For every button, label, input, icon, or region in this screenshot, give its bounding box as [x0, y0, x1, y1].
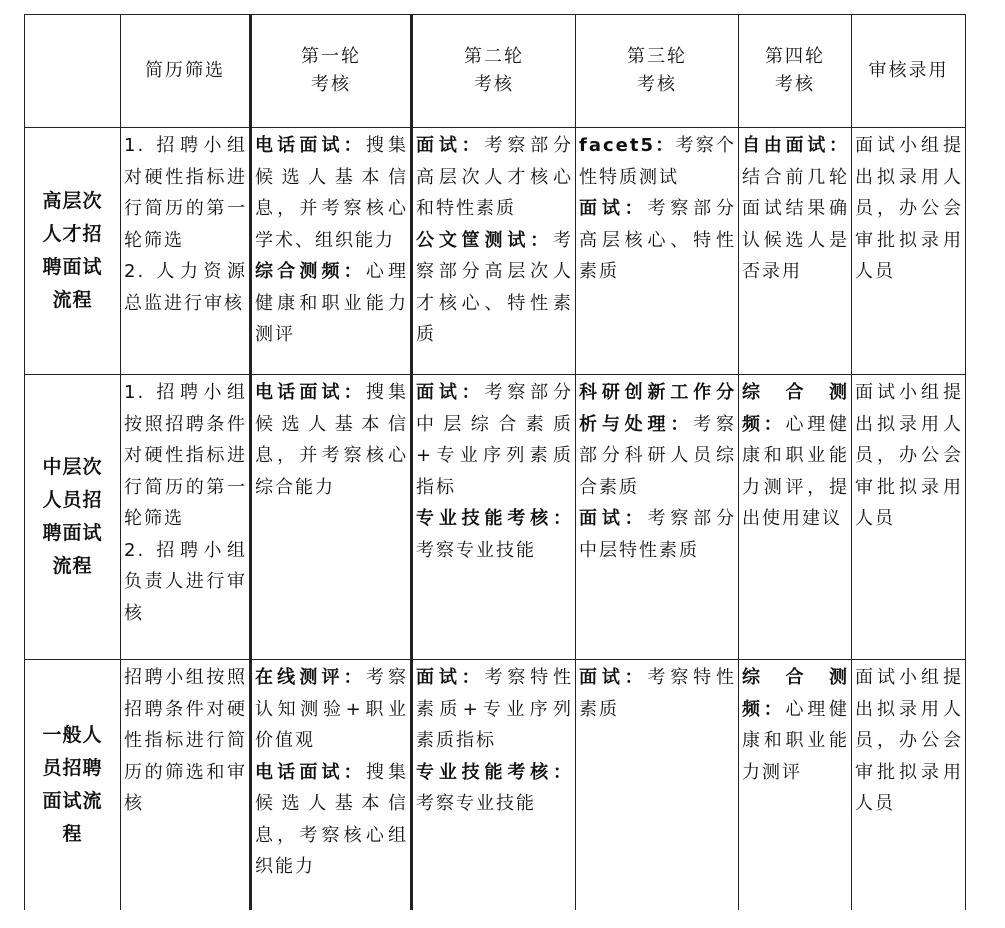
- cell-text: 2. 人力资源总监进行审核: [124, 261, 247, 314]
- cell-text: 考察部分高层次人才核心、特性素质: [416, 229, 573, 345]
- cell-text: 心理健康和职业能力测评: [742, 698, 849, 783]
- cell-paragraph: [579, 503, 736, 566]
- table-cell: [252, 130, 410, 374]
- cell-text: 考察特性素质: [579, 667, 736, 720]
- table-rule: [24, 374, 966, 375]
- cell-text: 结合前几轮面试结果确认候选人是否录用: [742, 166, 849, 282]
- cell-lead-in: 面试：: [416, 382, 485, 403]
- cell-lead-in: 在线测评：: [255, 667, 366, 688]
- header-cell: 第四轮 考核: [765, 46, 825, 95]
- cell-lead-in: 电话面试：: [255, 382, 366, 403]
- table-cell: [252, 662, 410, 910]
- table-cell: [739, 377, 851, 659]
- cell-paragraph: [416, 225, 573, 351]
- cell-paragraph: [124, 377, 247, 535]
- cell-text: 考察部分高层核心、特性素质: [579, 198, 736, 282]
- cell-text: 搜集候选人基本信息，考察核心组织能力: [255, 761, 409, 877]
- cell-lead-in: 专业技能考核：: [416, 508, 573, 529]
- cell-paragraph: [255, 130, 408, 256]
- cell-paragraph: [579, 377, 736, 503]
- cell-paragraph: [855, 130, 963, 288]
- cell-text: 考察认知测验+职业价值观: [255, 667, 409, 751]
- cell-paragraph: [579, 130, 736, 193]
- table-rule: [965, 14, 966, 910]
- table-cell: [852, 377, 965, 659]
- cell-lead-in: 科研创新工作分析与处理：: [579, 382, 736, 435]
- cell-text: 考察专业技能: [416, 793, 536, 814]
- table-cell: [576, 662, 738, 910]
- cell-lead-in: 面试：: [579, 667, 648, 688]
- cell-paragraph: [416, 503, 573, 566]
- cell-text: 考察特性素质+专业序列素质指标: [416, 667, 573, 751]
- cell-paragraph: [124, 256, 247, 319]
- table-cell: [852, 662, 965, 910]
- cell-text: 2. 招聘小组负责人进行审核: [124, 539, 247, 624]
- cell-text: 1. 招聘小组对硬性指标进行简历的第一轮筛选: [124, 135, 247, 251]
- cell-text: 考察部分科研人员综合素质: [579, 413, 737, 498]
- row-label: 一般人 员招聘 面试流 程: [42, 724, 103, 845]
- table-cell: [852, 130, 965, 374]
- cell-lead-in: 专业技能考核：: [416, 761, 573, 783]
- table-cell: [739, 662, 851, 910]
- table-cell: [413, 377, 575, 659]
- cell-paragraph: [416, 662, 573, 757]
- cell-text: 1. 招聘小组按照招聘条件对硬性指标进行简历的第一轮筛选: [124, 382, 247, 529]
- corner-cell: [25, 15, 120, 127]
- table-cell: [121, 662, 249, 910]
- cell-text: 考察部分中层综合素质+专业序列素质指标: [416, 382, 573, 498]
- cell-paragraph: [124, 130, 247, 256]
- cell-lead-in: 面试：: [416, 135, 485, 156]
- cell-text: 面试小组提出拟录用人员，办公会审批拟录用人员: [855, 135, 963, 282]
- cell-lead-in: 电话面试：: [255, 135, 366, 156]
- cell-text: 考察部分高层次人才核心和特性素质: [416, 135, 573, 219]
- header-cell: 第二轮 考核: [464, 46, 524, 95]
- cell-text: 面试小组提出拟录用人员，办公会审批拟录用人员: [855, 667, 963, 814]
- cell-paragraph: [855, 662, 963, 820]
- cell-paragraph: [124, 662, 247, 820]
- cell-text: 招聘小组按照招聘条件对硬性指标进行简历的筛选和审核: [124, 667, 247, 814]
- cell-paragraph: [742, 377, 849, 535]
- cell-text: 搜集候选人基本信息，并考察核心学术、组织能力: [255, 135, 409, 251]
- row-label: 高层次 人才招 聘面试 流程: [42, 190, 103, 311]
- cell-lead-in: 电话面试：: [255, 761, 366, 783]
- table-cell: [121, 377, 249, 659]
- table-cell: [121, 130, 249, 374]
- table-rule: [24, 127, 966, 128]
- cell-paragraph: [742, 130, 849, 288]
- cell-paragraph: [855, 377, 963, 535]
- cell-paragraph: [416, 130, 573, 225]
- cell-paragraph: [579, 662, 736, 725]
- cell-lead-in: 面试：: [416, 667, 485, 688]
- table-cell: [739, 130, 851, 374]
- header-cell: 审核录用: [868, 60, 949, 81]
- cell-paragraph: [124, 535, 247, 630]
- cell-lead-in: 综 合 测频：: [742, 667, 849, 720]
- cell-lead-in: facet5：: [579, 135, 676, 156]
- table-rule: [24, 659, 966, 660]
- cell-paragraph: [255, 662, 408, 757]
- cell-text: 心理健康和职业能力测评: [255, 261, 409, 345]
- cell-paragraph: [579, 193, 736, 288]
- cell-text: 心理健康和职业能力测评，提出使用建议: [742, 413, 849, 529]
- table-cell: [413, 662, 575, 910]
- cell-paragraph: [742, 662, 849, 788]
- cell-lead-in: 面试：: [579, 198, 648, 219]
- cell-paragraph: [255, 377, 408, 503]
- cell-paragraph: [416, 757, 573, 820]
- cell-paragraph: [255, 256, 408, 351]
- cell-text: 面试小组提出拟录用人员，办公会审批拟录用人员: [855, 382, 963, 529]
- cell-lead-in: 公文筐测试：: [416, 229, 553, 251]
- row-label: 中层次 人员招 聘面试 流程: [42, 456, 103, 577]
- cell-lead-in: 面试：: [579, 508, 648, 529]
- header-cell: 第三轮 考核: [627, 46, 687, 95]
- cell-lead-in: 自由面试：: [742, 135, 849, 156]
- table-cell: [576, 130, 738, 374]
- cell-text: 考察个性特质测试: [579, 135, 737, 188]
- header-cell: 简历筛选: [145, 60, 225, 81]
- cell-text: 考察部分中层特性素质: [579, 508, 736, 561]
- cell-paragraph: [416, 377, 573, 503]
- cell-text: 考察专业技能: [416, 539, 536, 561]
- table-cell: [576, 377, 738, 659]
- cell-paragraph: [255, 757, 408, 883]
- cell-text: 搜集候选人基本信息，并考察核心综合能力: [255, 382, 409, 498]
- table-cell: [252, 377, 410, 659]
- cell-lead-in: 综合测频：: [255, 261, 366, 282]
- header-cell: 第一轮 考核: [301, 46, 361, 95]
- table-cell: [413, 130, 575, 374]
- cell-lead-in: 综 合 测频：: [742, 382, 849, 435]
